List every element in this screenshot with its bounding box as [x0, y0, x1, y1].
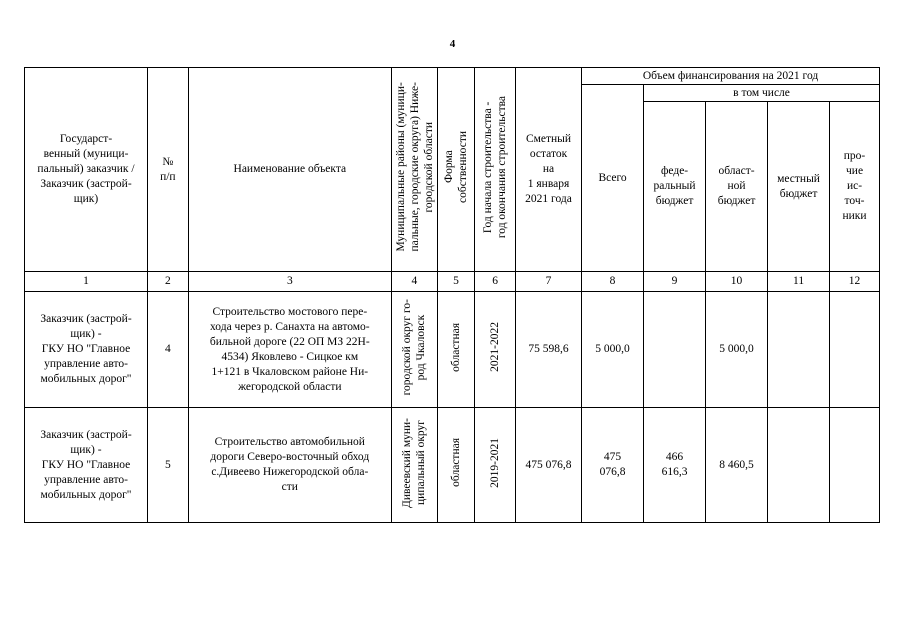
column-number: 3: [188, 272, 391, 292]
cell-object: Строительство автомобильной дороги Северо-восточный обход с.Дивеево Нижегородской обла- сти: [188, 408, 391, 523]
cell-regional: 5 000,0: [706, 292, 768, 408]
cell-other: [830, 408, 880, 523]
cell-customer: Заказчик (застрой- щик) - ГКУ НО "Главное управление авто- мобильных дорог": [25, 408, 148, 523]
cell-regional: 8 460,5: [706, 408, 768, 523]
cell-other: [830, 292, 880, 408]
column-number: 2: [148, 272, 189, 292]
column-number: 10: [706, 272, 768, 292]
header-local: местный бюджет: [768, 102, 830, 272]
header-total: Всего: [582, 85, 644, 272]
table-row: [25, 292, 880, 408]
header-federal: феде- ральный бюджет: [644, 102, 706, 272]
cell-customer: Заказчик (застрой- щик) - ГКУ НО "Главное управление авто- мобильных дорог": [25, 292, 148, 408]
cell-years: 2019-2021: [475, 408, 516, 523]
header-object-name: Наименование объекта: [188, 68, 391, 272]
cell-estimate: 475 076,8: [515, 408, 581, 523]
header-years: Год начала строительства - год окончания строительства: [475, 68, 516, 272]
cell-local: [768, 408, 830, 523]
cell-ownership: областная: [437, 292, 475, 408]
cell-municipality: городской округ го- род Чкаловск: [391, 292, 437, 408]
cell-federal: [644, 292, 706, 408]
header-funding-group: Объем финансирования на 2021 год: [582, 68, 880, 85]
header-regional: област- ной бюджет: [706, 102, 768, 272]
column-number: 4: [391, 272, 437, 292]
column-number: 9: [644, 272, 706, 292]
cell-number: 5: [148, 408, 189, 523]
cell-number: 4: [148, 292, 189, 408]
cell-federal: 466 616,3: [644, 408, 706, 523]
header-other: про- чие ис- точ- ники: [830, 102, 880, 272]
cell-total: 475 076,8: [582, 408, 644, 523]
cell-local: [768, 292, 830, 408]
header-customer: Государст- венный (муници- пальный) заказчик / Заказчик (застрой- щик): [25, 68, 148, 272]
column-number: 6: [475, 272, 516, 292]
header-municipality: Муниципальные районы (муници- пальные, городские округа) Ниже- городской области: [391, 68, 437, 272]
column-number: 11: [768, 272, 830, 292]
column-number: 12: [830, 272, 880, 292]
cell-years: 2021-2022: [475, 292, 516, 408]
column-numbers-row: [25, 272, 880, 292]
cell-municipality: Дивеевский муни- ципальный округ: [391, 408, 437, 523]
header-including: в том числе: [644, 85, 880, 102]
cell-total: 5 000,0: [582, 292, 644, 408]
header-estimate: Сметный остаток на 1 января 2021 года: [515, 68, 581, 272]
column-number: 1: [25, 272, 148, 292]
header-number: № п/п: [148, 68, 189, 272]
column-number: 5: [437, 272, 475, 292]
column-number: 7: [515, 272, 581, 292]
column-number: 8: [582, 272, 644, 292]
cell-ownership: областная: [437, 408, 475, 523]
cell-object: Строительство мостового пере- хода через р. Санахта на автомо- бильной дороге (22 ОП МЗ 22Н- 4534) Яковлево - Сицкое км 1+121 в Чкаловском районе Ни- жегородской области: [188, 292, 391, 408]
cell-estimate: 75 598,6: [515, 292, 581, 408]
page-number: 4: [449, 38, 456, 50]
header-row-top: [25, 68, 880, 85]
financing-table: [24, 67, 880, 523]
header-ownership: Форма собственности: [437, 68, 475, 272]
table-row: [25, 408, 880, 523]
